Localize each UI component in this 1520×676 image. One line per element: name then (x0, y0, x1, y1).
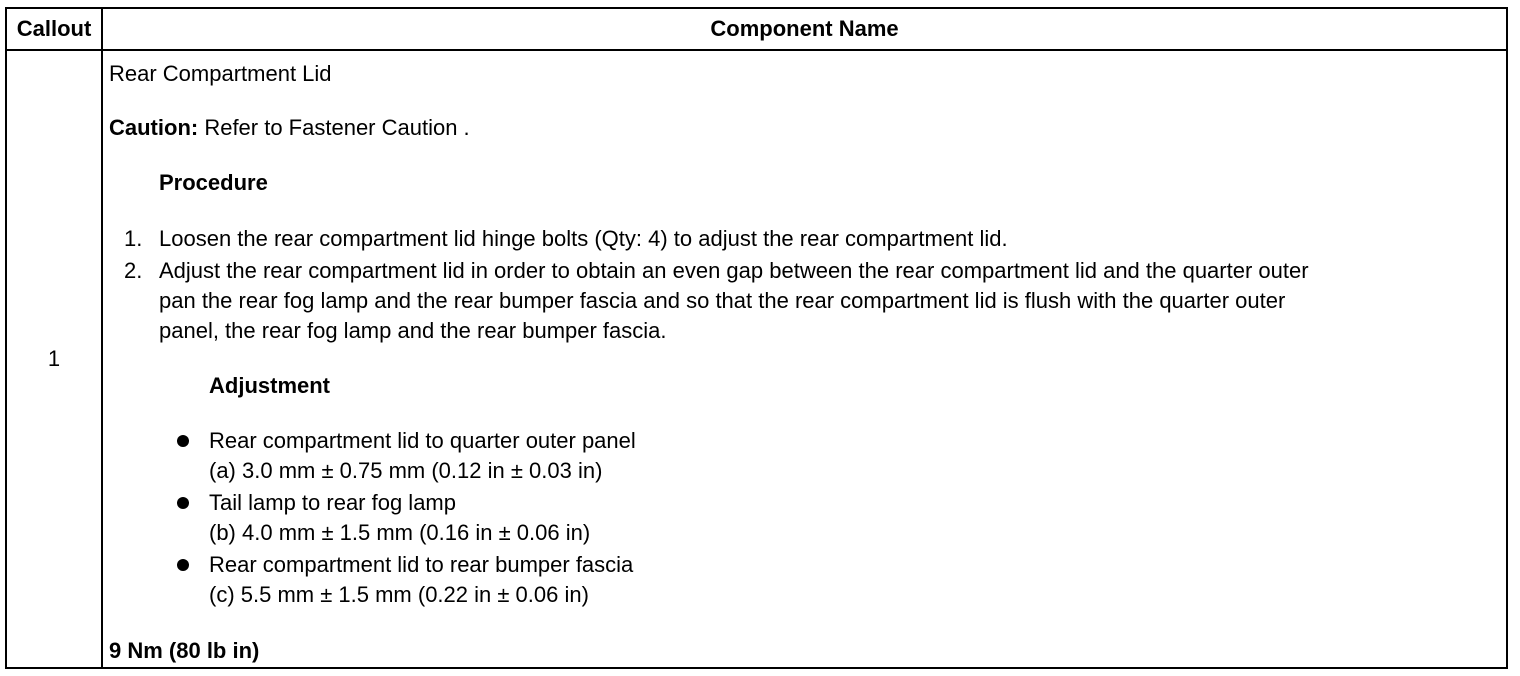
header-callout: Callout (16, 16, 92, 41)
bullet-icon (177, 435, 189, 447)
column-divider (101, 9, 103, 667)
adjustment-value: (b) 4.0 mm ± 1.5 mm (0.16 in ± 0.06 in) (209, 520, 591, 545)
step-text: pan the rear fog lamp and the rear bumper fascia and so that the rear compartment lid is flush with the quarter outer (159, 288, 1286, 313)
component-table (5, 7, 1508, 669)
adjustment-label: Rear compartment lid to quarter outer panel (209, 428, 636, 453)
step-number: 2. (124, 258, 143, 283)
torque-spec: 9 Nm (80 lb in) (109, 638, 260, 663)
adjustment-label: Tail lamp to rear fog lamp (209, 490, 456, 515)
step-text: panel, the rear fog lamp and the rear bumper fascia. (159, 318, 667, 343)
component-name: Rear Compartment Lid (109, 61, 332, 86)
step-text: Loosen the rear compartment lid hinge bolts (Qty: 4) to adjust the rear compartment lid. (159, 226, 1008, 251)
adjustment-heading: Adjustment (209, 373, 330, 398)
caution-text: Refer to Fastener Caution . (198, 115, 470, 140)
adjustment-value: (a) 3.0 mm ± 0.75 mm (0.12 in ± 0.03 in) (209, 458, 603, 483)
callout-number: 1 (47, 346, 61, 371)
bullet-icon (177, 497, 189, 509)
header-divider (7, 49, 1506, 51)
caution-label: Caution: (109, 115, 199, 140)
procedure-heading: Procedure (159, 170, 268, 195)
adjustment-value: (c) 5.5 mm ± 1.5 mm (0.22 in ± 0.06 in) (209, 582, 589, 607)
bullet-icon (177, 559, 189, 571)
adjustment-label: Rear compartment lid to rear bumper fascia (209, 552, 634, 577)
caution-line (109, 113, 470, 143)
header-component-name: Component Name (710, 16, 899, 41)
step-text: Adjust the rear compartment lid in order to obtain an even gap between the rear compartment lid and the quarter outer (159, 258, 1309, 283)
step-number: 1. (124, 226, 143, 251)
